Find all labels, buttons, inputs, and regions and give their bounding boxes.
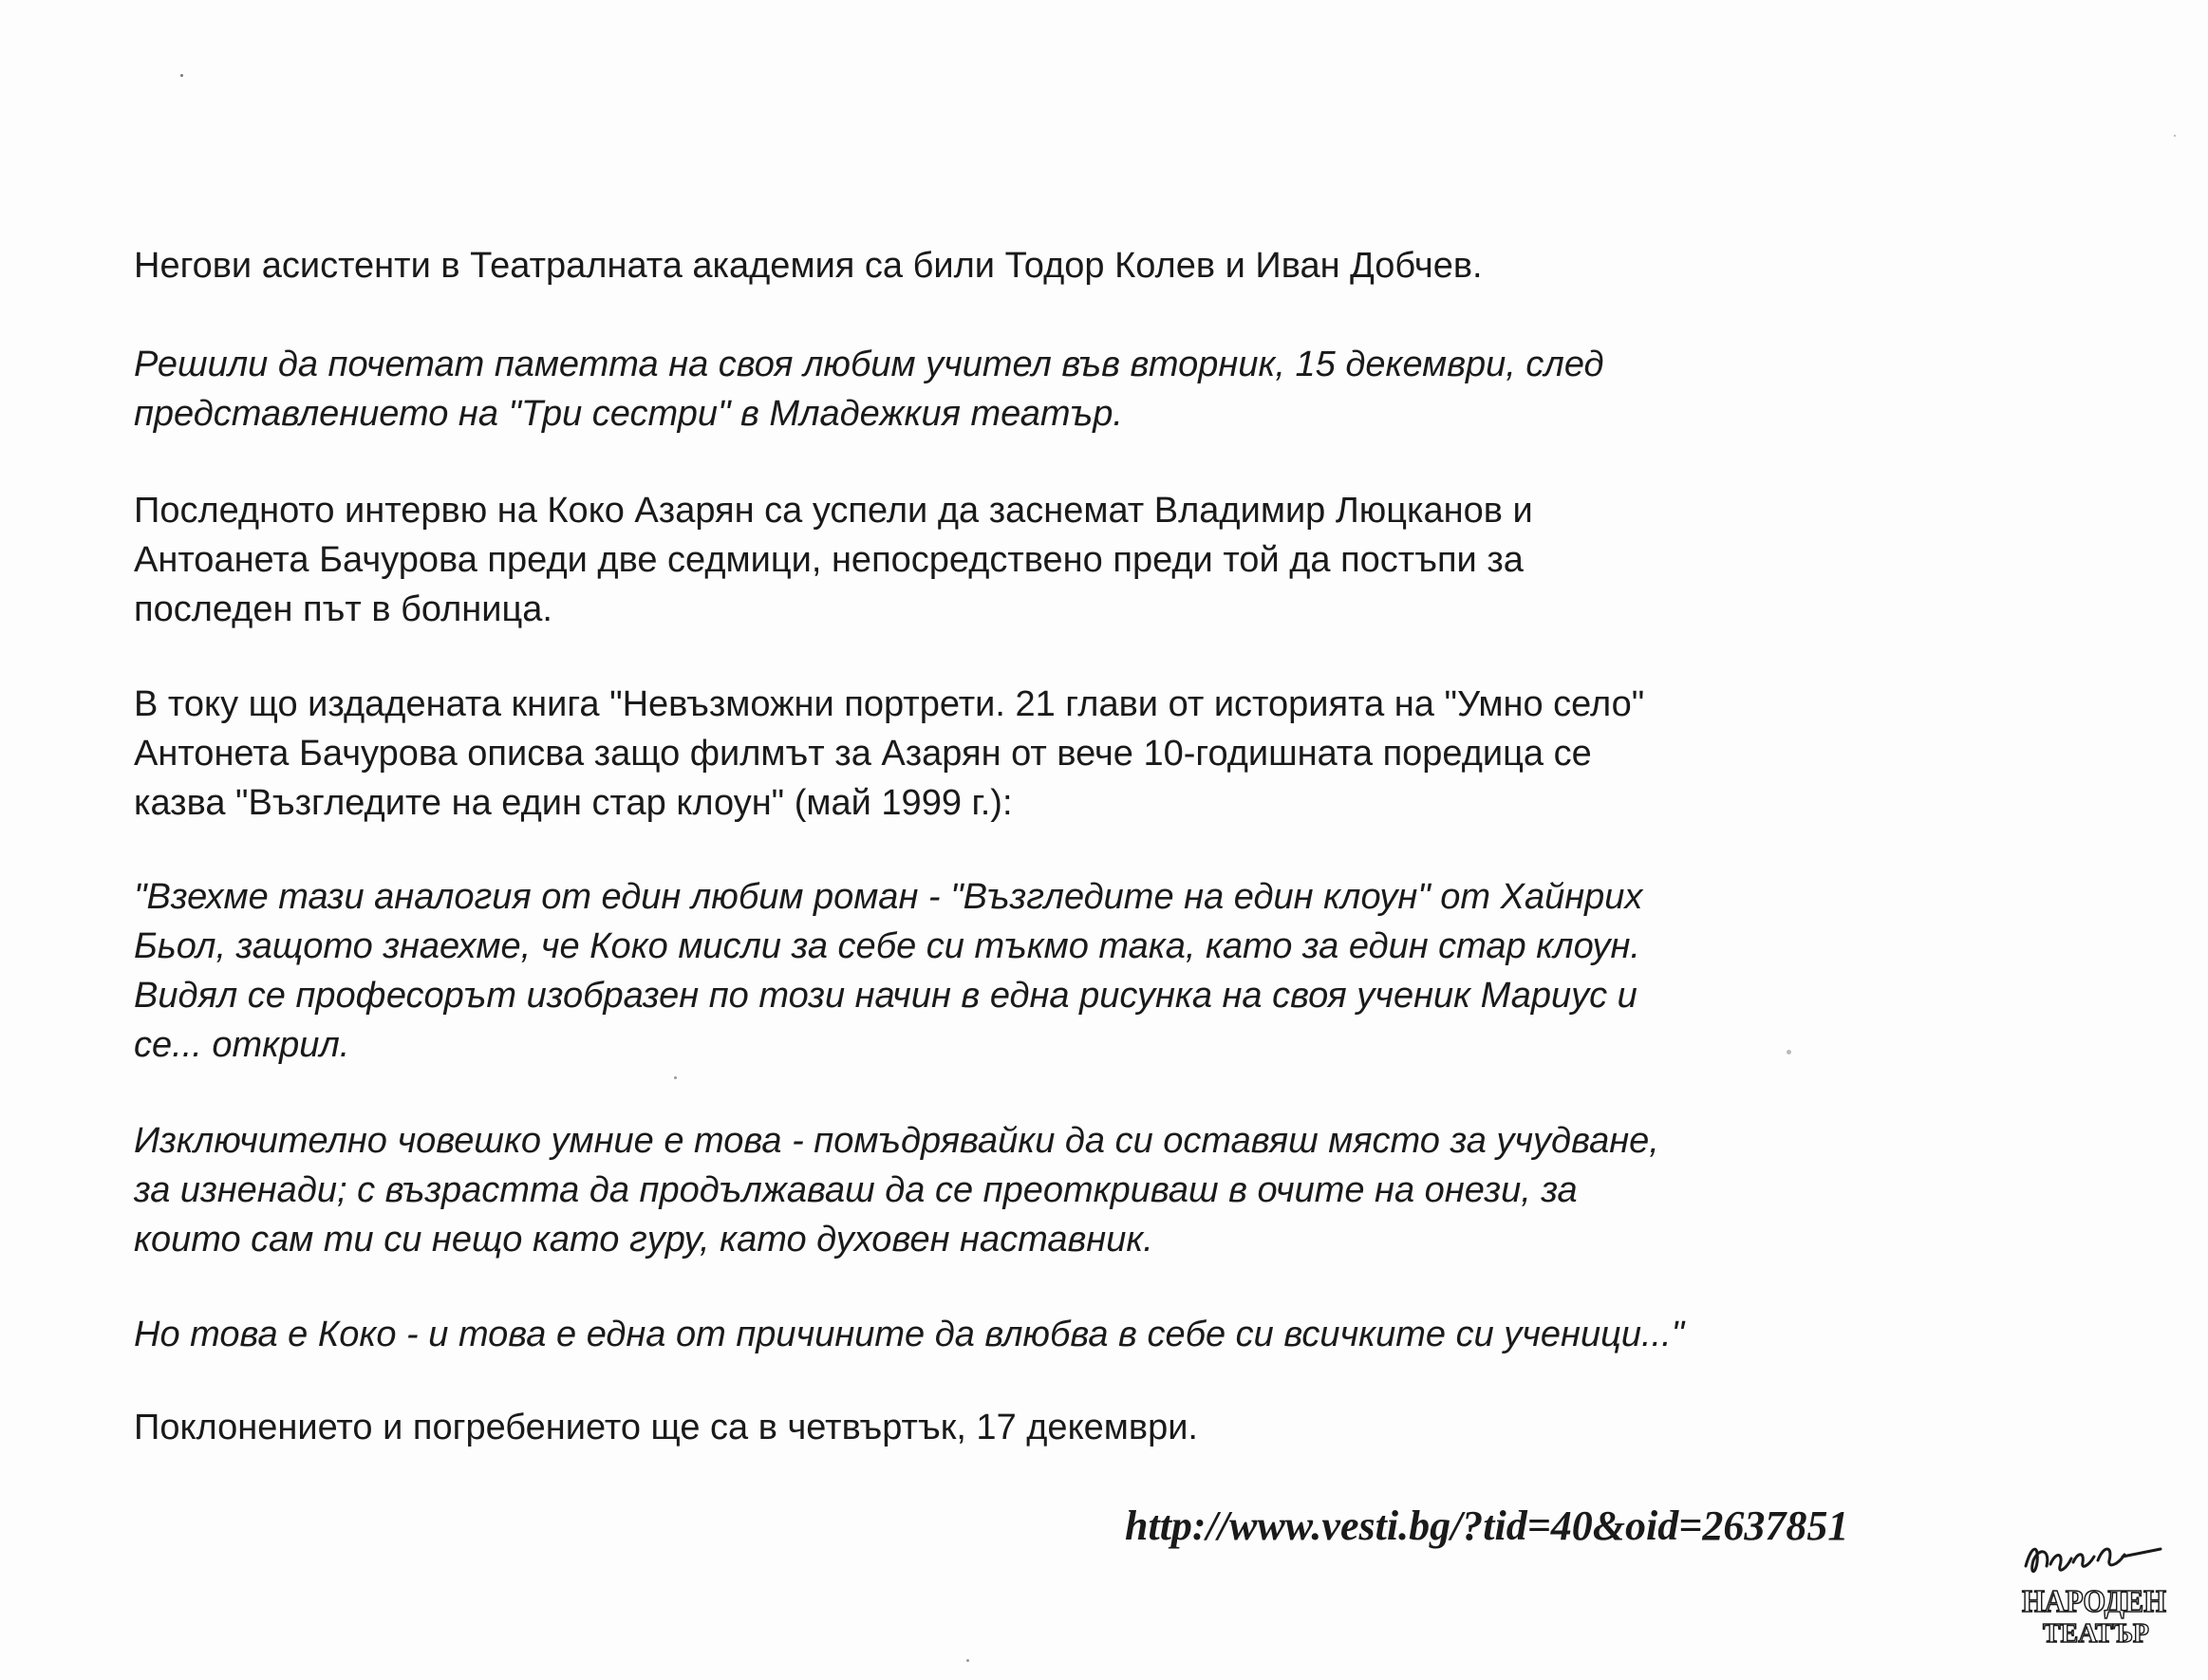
signature-mark <box>2026 1549 2161 1572</box>
paragraph-funeral: Поклонението и погребението ще са в четвъртък, 17 декември. <box>134 1408 1198 1447</box>
source-url: http://www.vesti.bg/?tid=40&oid=2637851 <box>1125 1503 1849 1549</box>
paragraph-book: В току що издадената книга "Невъзможни портрети. 21 глави от историята на "Умно село" Антонета Бачурова описва защо филмът за Азарян от вече 10-годишната поредица се казва "Възгледите на един стар клоун" (май 1999 г.): <box>134 684 1645 823</box>
scan-speck <box>180 74 183 77</box>
paragraph-last-interview: Последното интервю на Коко Азарян са успели да заснемат Владимир Люцканов и Антоанета Бачурова преди две седмици, непосредствено преди той да постъпи за последен път в болница. <box>134 491 1533 629</box>
scan-speck <box>674 1076 677 1079</box>
national-theatre-logo <box>2018 1538 2170 1652</box>
logo-line1: НАРОДЕН <box>2022 1584 2166 1619</box>
paragraph-tribute: Решили да почетат паметта на своя любим учител във вторник, 15 декември, след представлението на "Три сестри" в Младежкия театър. <box>134 345 1604 434</box>
quote-paragraph-1: "Взехме тази аналогия от един любим роман - "Възгледите на един клоун" от Хайнрих Бьол, защото знаехме, че Коко мисли за себе си тъкмо така, като за един стар клоун. Видял се професорът изобразен по този начин в една рисунка на своя ученик Мариус и се... открил. <box>134 877 1643 1065</box>
paragraph-assistants: Негови асистенти в Театралната академия са били Тодор Колев и Иван Добчев. <box>134 246 1483 286</box>
scan-speck <box>2174 135 2176 137</box>
scan-speck <box>1787 1050 1791 1055</box>
quote-paragraph-2: Изключително човешко умние е това - помъдрявайки да си оставяш място за учудване, за изненади; с възрастта да продължаваш да се преоткриваш в очите на онези, за които сам ти си нещо като гуру, като духовен наставник. <box>134 1121 1659 1260</box>
scan-speck <box>966 1659 969 1662</box>
quote-paragraph-3: Но това е Коко - и това е една от причините да влюбва в себе си всичките си ученици..." <box>134 1315 1685 1354</box>
logo-line2: ТЕАТЪР <box>2043 1619 2149 1649</box>
